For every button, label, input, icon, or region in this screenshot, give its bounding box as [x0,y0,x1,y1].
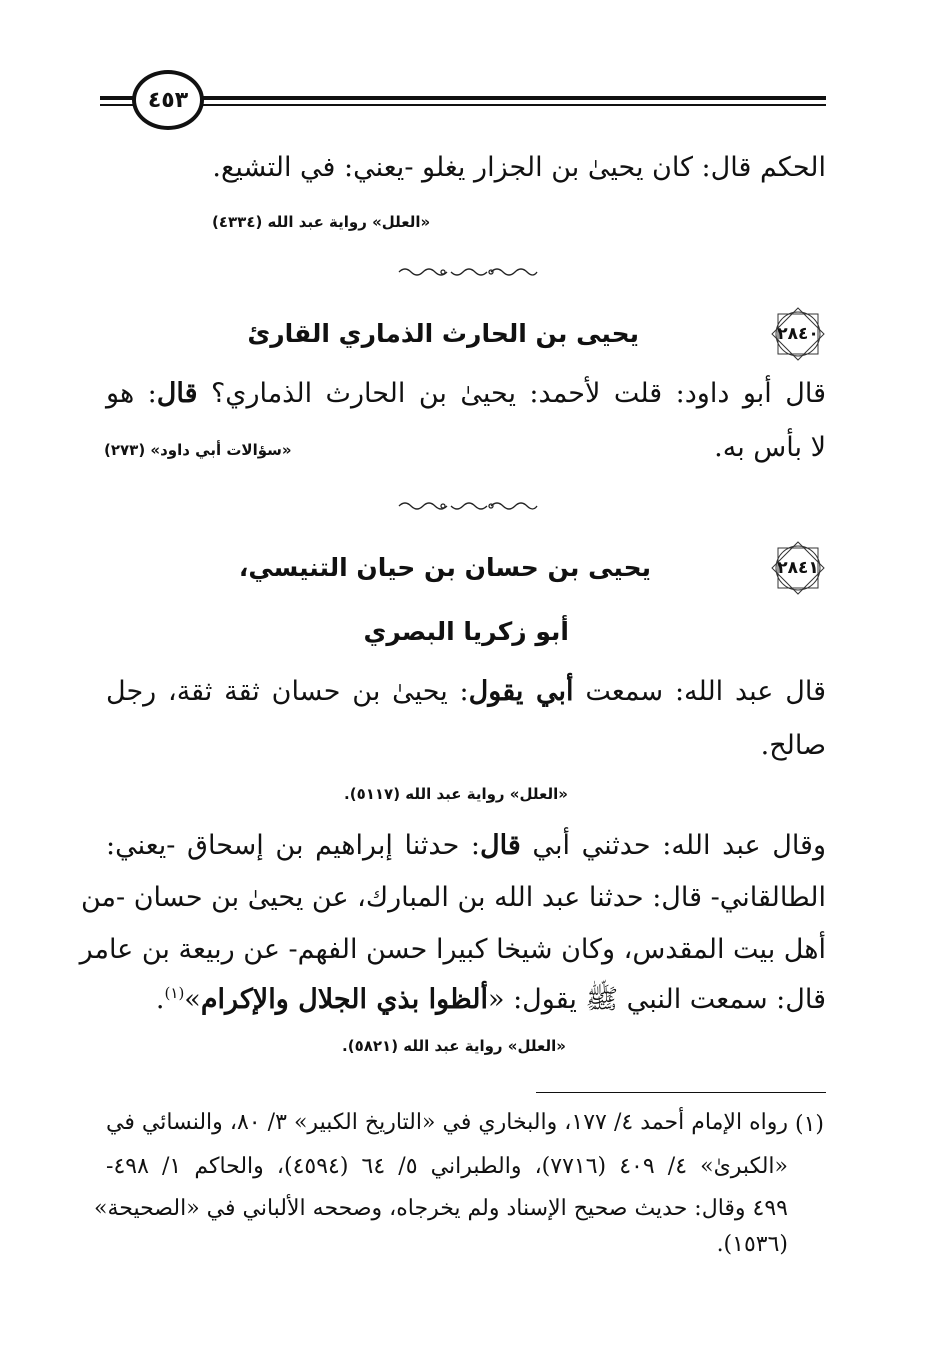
divider-ornament [395,266,541,278]
footnote-marker: (١) [794,1112,824,1137]
header-rule-thin [100,104,826,106]
entry-number: ٢٨٤٠ [777,324,819,344]
footnote-line: (١٥٣٦). [716,1232,788,1257]
entry-citation: «سؤالات أبي داود» (٢٧٣) [104,441,292,459]
top-text-line: الحكم قال: كان يحيىٰ بن الجزار يغلو -يعني: في التشيع. [212,152,826,183]
entry-text-line: قال: سمعت النبي ﷺ يقول: «ألظوا بذي الجلال والإكرام»$^{(١)}$. [155,984,826,1015]
entry-subtitle: أبو زكريا البصري [363,617,569,646]
entry-title: يحيى بن حسان بن حيان التنيسي، [238,553,651,582]
entry-text-line: وقال عبد الله: حدثني أبي قال: حدثنا إبراهيم بن إسحاق -يعني: [106,830,826,861]
divider-ornament [395,500,541,512]
header-rule-thick [100,96,826,100]
footnote-line: ٤٩٩ وقال: حديث صحيح الإسناد ولم يخرجاه، وصححه الألباني في «الصحيحة» [94,1196,788,1221]
entry-citation: «العلل» رواية عبد الله (٥١١٧). [344,785,568,803]
entry-number: ٢٨٤١ [777,558,819,578]
footnote-line: رواه الإمام أحمد ٤/ ١٧٧، والبخاري في «التاريخ الكبير» ٣/ ٨٠، والنسائي في [106,1110,789,1135]
entry-text-line: صالح. [760,730,826,761]
page-number-badge [132,70,204,130]
entry-number-badge [768,306,828,362]
page-number: ٤٥٣ [147,87,189,113]
entry-text-line: أهل بيت المقدس، وكان شيخا كبيرا حسن الفهم- عن ربيعة بن عامر [79,934,826,965]
footnote-separator [536,1092,826,1093]
entry-number-badge [768,540,828,596]
entry-text-line: لا بأس به. [714,432,826,463]
top-citation: «العلل» رواية عبد الله (٤٣٣٤) [212,213,431,231]
entry-text-line: قال عبد الله: سمعت أبي يقول: يحيىٰ بن حسان ثقة ثقة، رجل [106,676,826,707]
footnote-reference: (١) [164,984,185,1002]
entry-title: يحيى بن الحارث الذماري القارئ [247,319,639,348]
entry-text-line: الطالقاني- قال: حدثنا عبد الله بن المبارك، عن يحيىٰ بن حسان -من [80,882,826,913]
entry-citation: «العلل» رواية عبد الله (٥٨٢١). [342,1037,566,1055]
entry-text-line: قال أبو داود: قلت لأحمد: يحيىٰ بن الحارث الذماري؟ قال: هو [106,378,826,409]
footnote-line: «الكبرىٰ» ٤/ ٤٠٩ (٧٧١٦)، والطبراني ٥/ ٦٤ (٤٥٩٤)، والحاكم ١/ ٤٩٨- [106,1154,788,1179]
